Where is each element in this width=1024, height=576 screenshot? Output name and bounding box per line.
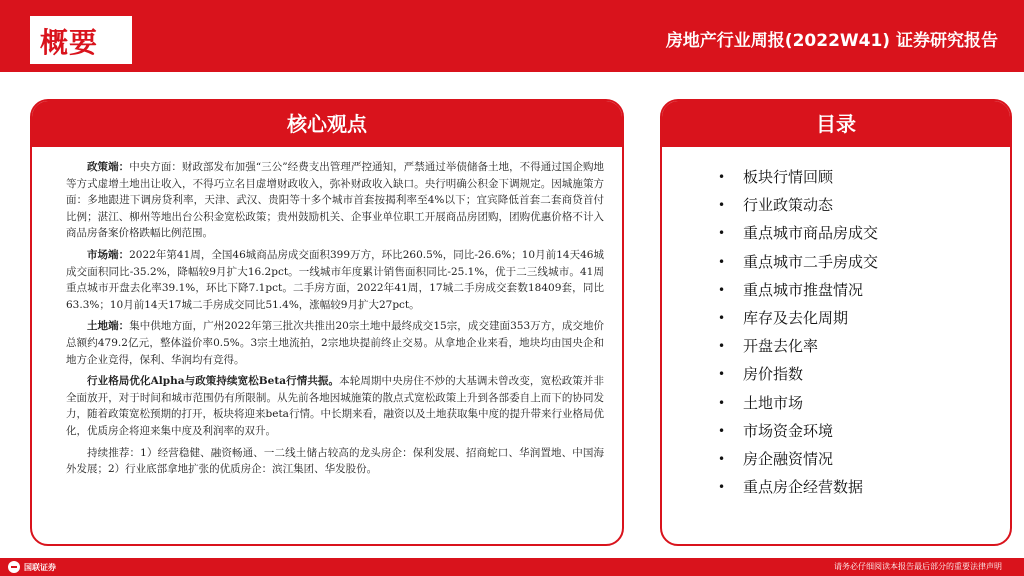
paragraph-lead: 政策端：	[87, 161, 130, 173]
bullet-icon: •	[718, 480, 726, 495]
toc-item-label: 重点房企经营数据	[743, 478, 864, 497]
footer-bar	[0, 558, 1024, 576]
bullet-icon: •	[718, 451, 726, 466]
outlook-paragraph	[66, 373, 604, 439]
toc-item[interactable]	[718, 332, 1010, 360]
toc-item-label: 土地市场	[743, 393, 804, 412]
toc-item[interactable]	[718, 389, 1010, 417]
company-logo	[8, 561, 56, 573]
toc-item[interactable]	[718, 304, 1010, 332]
bullet-icon: •	[718, 170, 726, 184]
toc-item[interactable]	[718, 473, 1010, 501]
policy-paragraph	[66, 159, 604, 242]
toc-item[interactable]	[718, 163, 1010, 191]
report-title: 房地产行业周报(2022W41) 证券研究报告	[665, 31, 998, 51]
bullet-icon: •	[718, 226, 726, 241]
paragraph-text: 集中供地方面，广州2022年第三批次共推出20宗土地中最终成交15宗，成交建面353万方，成交地价总额约479.2亿元，整体溢价率0.5%。3宗土地流拍，2宗地块提前终止交易。从拿地企业来看，地块均由国央企和地方企业竞得，保利、华润均有竞得。	[66, 320, 605, 366]
toc-item-label: 市场资金环境	[743, 421, 834, 440]
toc-item-label: 库存及去化周期	[743, 308, 849, 327]
paragraph-text: 本轮周期中央房住不炒的大基调未曾改变，宽松政策并非全面放开，对于时间和城市范围仍有所限制。从先前各地因城施策的散点式宽松政策上升到各部委自上而下的协同发力，随着政策宽松预期的打开，板块将迎来beta行情。中长期来看，融资以及土地获取集中度的提升带来行业格局优化，优质房企将迎来集中度及利润率的双升。	[66, 375, 605, 437]
core-viewpoints-content	[32, 147, 622, 478]
toc-item-label: 开盘去化率	[743, 337, 819, 356]
paragraph-text: 中央方面：财政部发布加强“三公”经费支出管理严控通知，严禁通过举债储备土地，不得通过国企购地等方式虚增土地出让收入，不得巧立名目虚增财政收入，弥补财政收入缺口。央行明确公积金下调规定。因城施策方面：多地跟进下调房贷利率，天津、武汉、贵阳等十多个城市首套按揭利率至4%以下；宜宾降低首套二套商贷首付比例；湛江、柳州等地出台公积金宽松政策；贵州鼓励机关、企事业单位职工开展商品房团购，团购优惠价格不计入商品房备案价格跌幅比例范围。	[66, 161, 605, 240]
bullet-icon: •	[718, 339, 726, 354]
toc-item-label: 重点城市商品房成交	[743, 224, 879, 243]
bullet-icon: •	[718, 198, 726, 213]
toc-item[interactable]	[718, 219, 1010, 247]
bullet-icon: •	[718, 423, 726, 438]
paragraph-text: 持续推荐：1）经营稳健、融资畅通、一二线土储占较高的龙头房企：保利发展、招商蛇口、华润置地、中国海外发展；2）行业底部拿地扩张的优质房企：滨江集团、华发股份。	[66, 446, 604, 476]
top-banner	[0, 0, 1024, 72]
bullet-icon: •	[718, 310, 726, 325]
recommendation-paragraph	[66, 445, 604, 478]
toc-item-label: 板块行情回顾	[743, 168, 834, 186]
bullet-icon: •	[718, 395, 726, 410]
page-title: 概要	[40, 26, 99, 59]
paragraph-lead: 市场端：	[87, 248, 130, 261]
core-viewpoints-title: 核心观点	[32, 101, 622, 147]
toc-item[interactable]	[718, 360, 1010, 388]
logo-text: 国联证券	[24, 562, 56, 572]
toc-item[interactable]	[718, 248, 1010, 276]
toc-item[interactable]	[718, 445, 1010, 473]
paragraph-lead: 土地端：	[87, 320, 130, 333]
legal-disclaimer: 请务必仔细阅读本报告最后部分的重要法律声明	[834, 562, 1002, 571]
paragraph-lead: 行业格局优化Alpha与政策持续宽松Beta行情共振。	[87, 375, 340, 388]
toc-list	[662, 147, 1010, 501]
land-paragraph	[66, 318, 604, 368]
table-of-contents-panel	[660, 99, 1012, 546]
toc-item[interactable]	[718, 417, 1010, 445]
toc-item[interactable]	[718, 191, 1010, 219]
bullet-icon: •	[718, 254, 726, 269]
toc-item-label: 重点城市推盘情况	[743, 280, 864, 299]
logo-icon	[8, 561, 20, 573]
toc-item-label: 重点城市二手房成交	[743, 252, 879, 271]
toc-item[interactable]	[718, 276, 1010, 304]
toc-item-label: 房企融资情况	[743, 449, 834, 468]
toc-item-label: 房价指数	[743, 365, 804, 384]
core-viewpoints-panel	[30, 99, 624, 546]
bullet-icon: •	[718, 367, 726, 382]
toc-item-label: 行业政策动态	[743, 196, 834, 215]
bullet-icon: •	[718, 282, 726, 297]
market-paragraph	[66, 247, 604, 313]
toc-title: 目录	[662, 101, 1010, 147]
paragraph-text: 2022年第41周，全国46城商品房成交面积399万方，环比260.5%，同比-26.6%；10月前14天46城成交面积同比-35.2%，降幅较9月扩大16.2pct。一线城市年度累计销售面积同比-25.1%，优于二三线城市。41周重点城市开盘去化率39.1%，环比下降7.1pct。二手房方面，2022年41周，17城二手房成交套数18409套，同比63.3%；10月前14天17城二手房成交同比51.4%，涨幅较9月扩大27pct。	[66, 248, 604, 311]
